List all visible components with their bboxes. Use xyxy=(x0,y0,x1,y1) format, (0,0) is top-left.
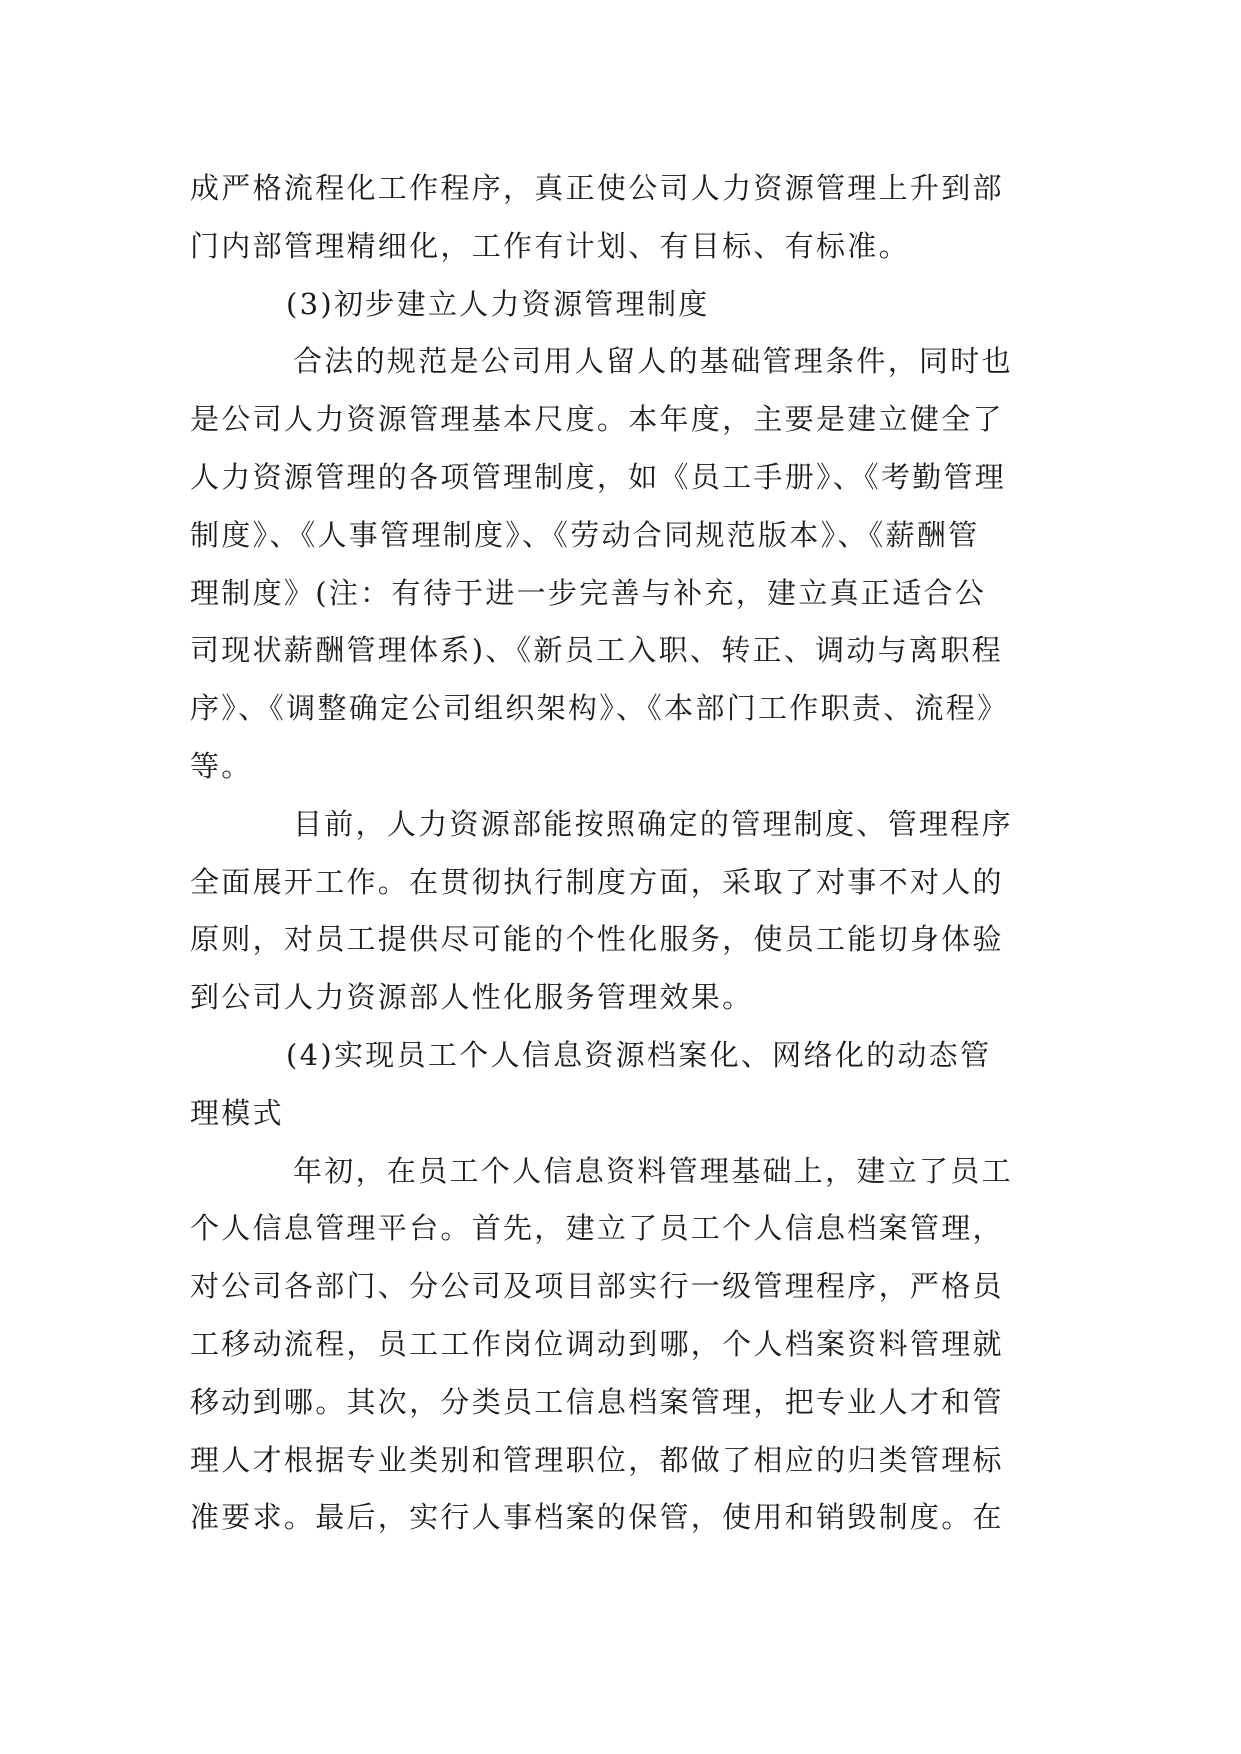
text-line: 合法的规范是公司用人留人的基础管理条件，同时也 xyxy=(293,344,1013,379)
text-line: 是公司人力资源管理基本尺度。本年度，主要是建立健全了 xyxy=(190,402,1004,437)
text-line: 目前，人力资源部能按照确定的管理制度、管理程序 xyxy=(293,806,1013,841)
text-line: 理人才根据专业类别和管理职位，都做了相应的归类管理标 xyxy=(190,1442,1004,1477)
text-line: 门内部管理精细化，工作有计划、有目标、有标准。 xyxy=(190,228,910,263)
paragraph-implementation xyxy=(190,796,1055,1027)
text-line: 工移动流程，员工工作岗位调动到哪，个人档案资料管理就 xyxy=(190,1326,1004,1361)
text-line: 移动到哪。其次，分类员工信息档案管理，把专业人才和管 xyxy=(190,1384,1004,1419)
section-heading-4 xyxy=(190,1027,1055,1143)
text-line: 个人信息管理平台。首先，建立了员工个人信息档案管理， xyxy=(190,1211,1004,1246)
text-line: 年初，在员工个人信息资料管理基础上，建立了员工 xyxy=(293,1153,1013,1188)
text-line: 准要求。最后，实行人事档案的保管，使用和销毁制度。在 xyxy=(190,1500,1004,1535)
text-line: 到公司人力资源部人性化服务管理效果。 xyxy=(190,980,754,1015)
text-line: 成严格流程化工作程序，真正使公司人力资源管理上升到部 xyxy=(190,171,1004,205)
text-line: 对公司各部门、分公司及项目部实行一级管理程序，严格员 xyxy=(190,1269,1004,1304)
text-line: 原则，对员工提供尽可能的个性化服务，使员工能切身体验 xyxy=(190,922,1004,957)
document-page xyxy=(190,160,1055,1547)
text-line: 序》、《调整确定公司组织架构》、《本部门工作职责、流程》 xyxy=(190,691,1009,726)
text-line: 司现状薪酬管理体系)、《新员工入职、转正、调动与离职程 xyxy=(190,633,1003,668)
text-line: 制度》、《人事管理制度》、《劳动合同规范版本》、《薪酬管 xyxy=(190,517,980,552)
paragraph-hr-policies xyxy=(190,333,1055,795)
text-line: 等。 xyxy=(190,748,253,783)
text-line: 人力资源管理的各项管理制度，如《员工手册》、《考勤管理 xyxy=(190,459,1007,494)
heading-line: (3)初步建立人力资源管理制度 xyxy=(286,286,710,321)
paragraph-employee-records xyxy=(190,1143,1055,1548)
text-line: 全面展开工作。在贯彻执行制度方面，采取了对事不对人的 xyxy=(190,864,1004,899)
paragraph-intro-continued xyxy=(190,160,1055,276)
text-line: 理制度》(注：有待于进一步完善与补充，建立真正适合公 xyxy=(190,575,987,610)
heading-line: (4)实现员工个人信息资源档案化、网络化的动态管 xyxy=(286,1037,992,1072)
section-heading-3 xyxy=(190,276,1055,334)
heading-line: 理模式 xyxy=(190,1095,284,1130)
